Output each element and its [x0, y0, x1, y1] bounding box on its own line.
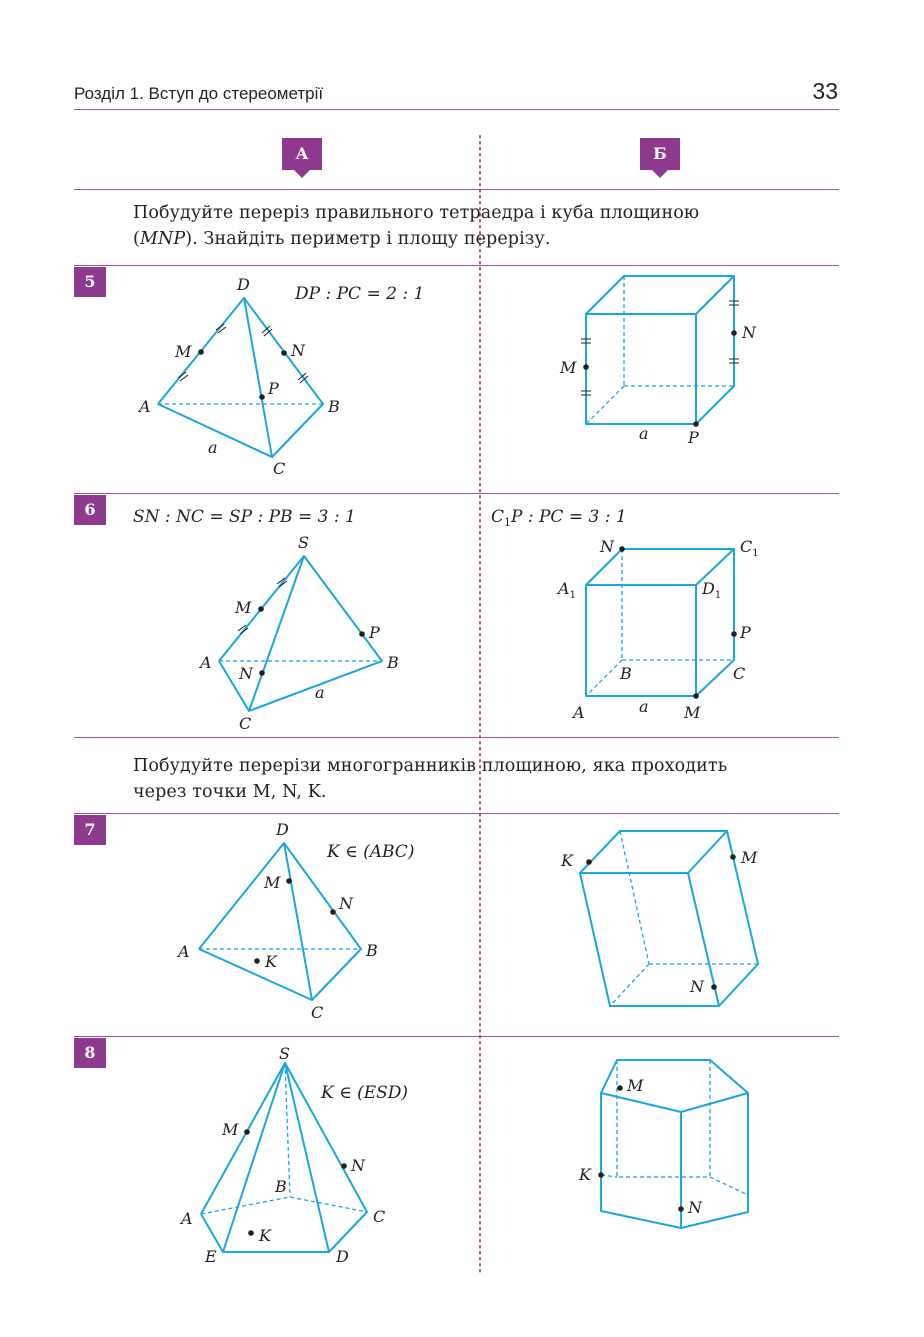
- label-D: D: [336, 1247, 349, 1266]
- label-B: B: [387, 653, 399, 672]
- label-M: M: [627, 1076, 644, 1095]
- label-D1-sub: 1: [714, 590, 722, 601]
- label-N: N: [339, 894, 353, 913]
- problem-7-condition: K ∈ (ABC): [327, 842, 415, 862]
- problem-number-6: 6: [74, 495, 106, 525]
- problem-8-condition: K ∈ (ESD): [321, 1083, 409, 1103]
- cond-b-rest: P : PC = 3 : 1: [511, 507, 627, 527]
- label-M: M: [175, 342, 192, 361]
- label-N: N: [600, 537, 614, 556]
- cond-b-prefix: C: [491, 507, 505, 527]
- label-K: K: [259, 1226, 271, 1245]
- label-C: C: [311, 1003, 324, 1022]
- label-a: a: [315, 683, 325, 702]
- label-M: M: [741, 848, 758, 867]
- label-C: C: [373, 1207, 386, 1226]
- label-N: N: [239, 664, 253, 683]
- pentagonal-pyramid-figure: [179, 1044, 385, 1266]
- label-N: N: [291, 341, 305, 360]
- label-S: S: [298, 533, 309, 552]
- label-a: a: [639, 697, 649, 716]
- label-P: P: [268, 379, 279, 398]
- label-P: P: [369, 623, 380, 642]
- label-K: K: [265, 952, 277, 971]
- label-E: E: [205, 1247, 217, 1266]
- cond-b-sub: 1: [504, 516, 512, 529]
- task-1-line-1: Побудуйте переріз правильного тетраедра і куба площиною: [133, 203, 700, 223]
- problem-5-condition: DP : PC = 2 : 1: [295, 284, 425, 304]
- label-S: S: [279, 1044, 290, 1063]
- problem-6-condition-a: SN : NC = SP : PB = 3 : 1: [133, 507, 356, 527]
- label-B: B: [328, 397, 340, 416]
- label-K: K: [579, 1165, 591, 1184]
- column-tab-b: Б: [640, 138, 680, 170]
- label-N: N: [690, 977, 704, 996]
- label-C: C: [273, 459, 286, 478]
- label-M: M: [235, 598, 252, 617]
- label-a: a: [208, 438, 218, 457]
- label-B: B: [620, 664, 632, 683]
- label-M: M: [264, 873, 281, 892]
- label-a: a: [639, 424, 649, 443]
- section-title: Розділ 1. Вступ до стереометрії: [74, 84, 324, 103]
- label-D1-base: D: [702, 579, 715, 598]
- label-N: N: [351, 1156, 365, 1175]
- label-N: N: [742, 323, 756, 342]
- label-A: A: [178, 942, 190, 961]
- column-tab-a: А: [282, 138, 322, 170]
- label-A1-sub: 1: [569, 590, 576, 601]
- task-2-line-2: через точки M, N, K.: [133, 782, 327, 802]
- label-D: D: [237, 275, 250, 294]
- label-M: M: [684, 703, 701, 722]
- task-1-line-2: (MNP). Знайдіть периметр і площу перерізу.: [133, 229, 551, 249]
- label-A: A: [181, 1209, 193, 1228]
- label-C: C: [239, 714, 252, 733]
- page-number: 33: [812, 78, 838, 104]
- label-B: B: [366, 941, 378, 960]
- task-2-line-1: Побудуйте перерізи многогранників площиною, яка проходить: [133, 756, 728, 776]
- label-P: P: [688, 428, 699, 447]
- label-M: M: [222, 1120, 239, 1139]
- label-A1-base: A: [558, 579, 570, 598]
- label-A: A: [573, 703, 585, 722]
- label-C1-sub: 1: [752, 548, 759, 559]
- label-B: B: [275, 1177, 287, 1196]
- problem-number-7: 7: [74, 815, 106, 845]
- label-D: D: [276, 820, 289, 839]
- problem-number-5: 5: [74, 267, 106, 297]
- label-C1-base: C: [740, 537, 753, 556]
- pentagonal-prism-figure: [578, 1060, 748, 1228]
- plane-name: MNP: [139, 229, 186, 249]
- label-A: A: [200, 653, 212, 672]
- label-P: P: [740, 623, 751, 642]
- problem-number-8: 8: [74, 1038, 106, 1068]
- label-M: M: [560, 358, 577, 377]
- label-C: C: [733, 664, 746, 683]
- label-K: K: [561, 851, 573, 870]
- label-N: N: [688, 1198, 702, 1217]
- task-1-line-2-rest: ). Знайдіть периметр і площу перерізу.: [185, 229, 551, 249]
- label-A: A: [139, 397, 151, 416]
